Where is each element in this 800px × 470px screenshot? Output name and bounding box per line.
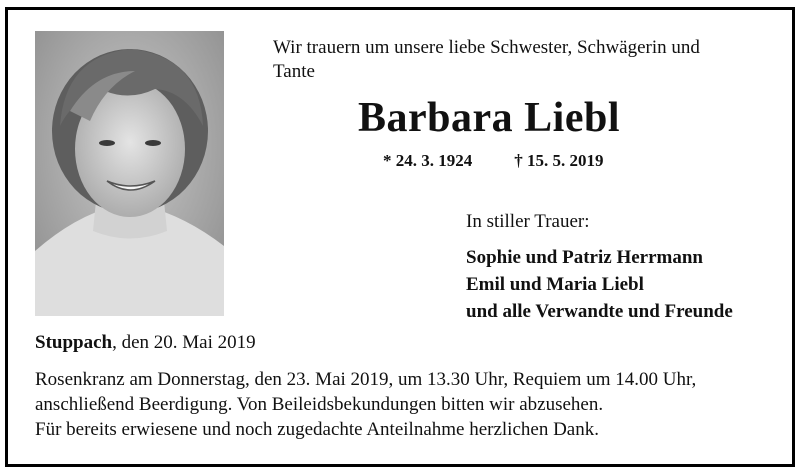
mourner-line: Emil und Maria Liebl bbox=[466, 274, 644, 295]
mourners-list bbox=[466, 244, 733, 325]
intro-line-1: Wir trauern um unsere liebe Schwester, Schwägerin und bbox=[273, 37, 700, 58]
intro-line-2: Tante bbox=[273, 61, 315, 82]
mourner-line: und alle Verwandte und Freunde bbox=[466, 301, 733, 322]
life-dates bbox=[383, 150, 604, 172]
body-line: Für bereits erwiesene und noch zugedachte Anteilnahme herzlichen Dank. bbox=[35, 419, 599, 440]
mourner-line: Sophie und Patriz Herrmann bbox=[466, 247, 703, 268]
intro-text bbox=[273, 36, 773, 84]
date-text: , den 20. Mai 2019 bbox=[112, 332, 256, 353]
mourning-heading: In stiller Trauer: bbox=[466, 211, 590, 232]
deceased-name: Barbara Liebl bbox=[358, 95, 621, 141]
body-line: anschließend Beerdigung. Von Beileidsbekundungen bitten wir abzusehen. bbox=[35, 394, 604, 415]
place-name: Stuppach bbox=[35, 332, 113, 353]
death-date: † 15. 5. 2019 bbox=[514, 151, 604, 170]
birth-date: * 24. 3. 1924 bbox=[383, 151, 473, 170]
service-details bbox=[35, 367, 775, 442]
place-date-line bbox=[35, 331, 256, 355]
body-line: Rosenkranz am Donnerstag, den 23. Mai 2019, um 13.30 Uhr, Requiem um 14.00 Uhr, bbox=[35, 369, 697, 390]
portrait-photo bbox=[35, 31, 224, 316]
